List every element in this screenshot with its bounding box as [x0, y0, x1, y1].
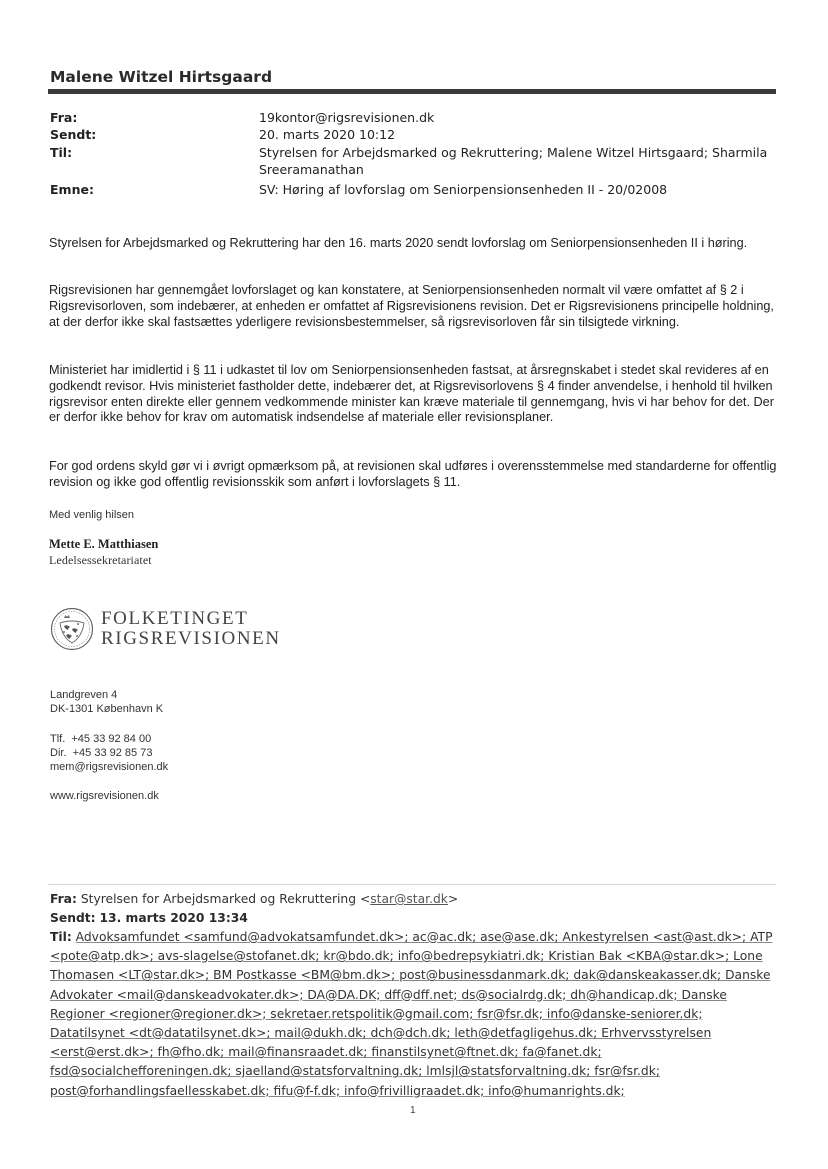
body-paragraph-2: Rigsrevisionen har gennemgået lovforslaget og kan konstatere, at Seniorpensionsenheden normalt vil være omfattet af § 2 i Rigsrevisorloven, som indebærer, at enheden er omfattet af Rigsrevisionens revision. Det er Rigsrevisionens principelle holdning, at der derfor ikke skal fastsættes yderligere revisionsbestemmelser, så rigsrevisorloven får sin tilsigtede virkning. — [49, 283, 774, 329]
to-label: Til: — [50, 145, 73, 160]
forward-divider — [48, 884, 776, 885]
website-link[interactable]: www.rigsrevisionen.dk — [50, 790, 159, 802]
forwarded-sent-value: 13. marts 2020 13:34 — [99, 911, 248, 925]
phone-line: Tlf. +45 33 92 84 00 — [50, 733, 152, 745]
from-label: Fra: — [50, 110, 78, 125]
to-value-line2: Sreeramanathan — [259, 162, 364, 177]
page-number: 1 — [410, 1105, 416, 1116]
subject-value: SV: Høring af lovforslag om Seniorpensionsenheden II - 20/02008 — [259, 182, 668, 197]
forwarded-to-block — [50, 928, 780, 1100]
closing-text: Med venlig hilsen — [49, 509, 134, 521]
rigsrevisionen-seal-icon — [50, 607, 94, 651]
forwarded-sent-label: Sendt: — [50, 911, 96, 925]
sent-label: Sendt: — [50, 127, 97, 142]
from-value: 19kontor@rigsrevisionen.dk — [259, 110, 435, 125]
forwarded-from-label: Fra: — [50, 892, 77, 906]
body-paragraph-3: Ministeriet har imidlertid i § 11 i udkastet til lov om Seniorpensionsenheden fastsat, at årsregnskabet i stedet skal revideres af en godkendt revisor. Hvis ministeriet fastholder dette, indebærer det, at Rigsrevisorlovens § 4 finder anvendelse, i henhold til hvilken rigsrevisor enten direkte eller gennem vedkommende minister kan kræve materiale til gennemgang, hvis vi har behov for det. Der er derfor ikke behov for krav om automatisk indsendelse af materiale eller revisionsplaner. — [49, 363, 774, 425]
address-line-2: DK-1301 København K — [50, 703, 164, 715]
forwarded-to-label: Til: — [50, 930, 72, 944]
forwarded-from-line: Fra: Styrelsen for Arbejdsmarked og Rekruttering <star@star.dk> — [50, 892, 459, 906]
forwarded-sent-line — [50, 909, 780, 928]
sender-name: Malene Witzel Hirtsgaard — [50, 68, 273, 86]
body-paragraph-1: Styrelsen for Arbejdsmarked og Rekruttering har den 16. marts 2020 sendt lovforslag om Seniorpensionsenheden II i høring. — [49, 236, 748, 250]
signature-email[interactable]: mem@rigsrevisionen.dk — [50, 761, 169, 773]
address-line-1: Landgreven 4 — [50, 689, 118, 701]
logo-line-folketinget: FOLKETINGET — [101, 608, 249, 629]
to-value-line1: Styrelsen for Arbejdsmarked og Rekruttering; Malene Witzel Hirtsgaard; Sharmila — [259, 145, 768, 160]
sent-value: 20. marts 2020 10:12 — [259, 127, 396, 142]
forwarded-from-email-link[interactable]: star@star.dk — [370, 892, 448, 906]
body-paragraph-4: For god ordens skyld gør vi i øvrigt opmærksom på, at revisionen skal udføres i overensstemmelse med standarderne for offentlig revision og ikke god offentlig revisionsskik som anført i lovforslagets § 11. — [49, 459, 777, 489]
direct-phone-line: Dir. +45 33 92 85 73 — [50, 747, 153, 759]
logo-line-rigsrevisionen: RIGSREVISIONEN — [101, 628, 281, 649]
signature-name: Mette E. Matthiasen — [49, 537, 159, 551]
subject-label: Emne: — [50, 182, 94, 197]
forwarded-from-name: Styrelsen for Arbejdsmarked og Rekruttering — [80, 892, 357, 906]
signature-title: Ledelsessekretariatet — [49, 553, 152, 567]
header-divider — [48, 89, 776, 94]
forwarded-recipient-list[interactable]: Advoksamfundet <samfund@advokatsamfundet.dk>; ac@ac.dk; ase@ase.dk; Ankestyrelsen <ast@ast.dk>; ATP <pote@atp.dk>; avs-slagelse@stofanet.dk; kr@bdo.dk; info@bedrepsykiatri.dk; Kristian Bak <KBA@star.dk>; Lone Thomasen <LT@star.dk>; BM Postkasse <BM@bm.dk>; post@businessdanmark.dk; dak@danskeakasser.dk; Danske Advokater <mail@danskeadvokater.dk>; DA@DA.DK; dff@dff.net; ds@socialrdg.dk; dh@handicap.dk; Danske Regioner <regioner@regioner.dk>; sekretaer.retspolitik@gmail.com; fsr@fsr.dk; info@danske-seniorer.dk; Datatilsynet <dt@datatilsynet.dk>; mail@dukh.dk; dch@dch.dk; leth@detfagligehus.dk; Erhvervsstyrelsen <erst@erst.dk>; fh@fho.dk; mail@finansraadet.dk; finanstilsynet@ftnet.dk; fa@fanet.dk; fsd@socialchefforeningen.dk; sjaelland@statsforvaltning.dk; lmlsjl@statsforvaltning.dk; fsr@fsr.dk; post@forhandlingsfaellesskabet.dk; fifu@f-f.dk; info@frivilligraadet.dk; info@humanrights.dk; — [50, 930, 773, 1098]
